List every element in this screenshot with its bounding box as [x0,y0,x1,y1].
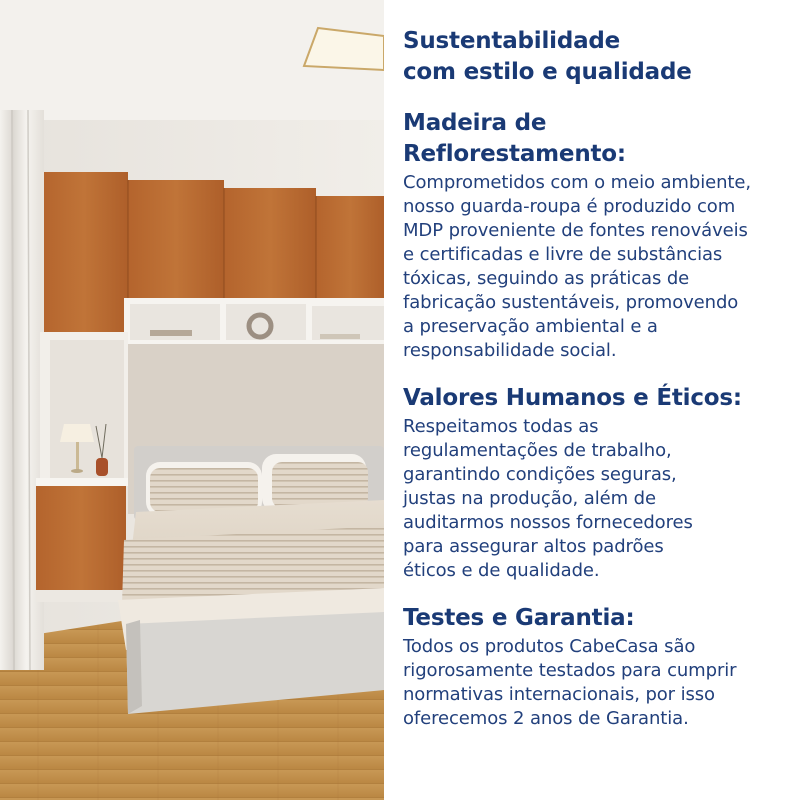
text-panel [384,0,800,800]
body-line: para assegurar altos padrões [403,536,664,557]
section-tests-warranty [403,603,782,731]
bedroom-illustration [0,0,384,800]
section-body [403,415,782,583]
section-body [403,635,782,731]
body-line: éticos e de qualidade. [403,560,600,581]
section-title-line: Testes e Garantia: [403,605,635,631]
section-title [403,108,782,170]
section-human-values [403,383,782,583]
body-line: Respeitamos todas as [403,416,599,437]
body-line: oferecemos 2 anos de Garantia. [403,708,689,729]
body-line: MDP proveniente de fontes renováveis [403,220,748,241]
body-line: a preservação ambiental e a [403,316,658,337]
section-title [403,383,782,414]
section-title-line: Madeira de [403,110,547,136]
section-body [403,171,782,363]
section-title [403,603,782,634]
section-reforestation [403,108,782,363]
body-line: e certificadas e livre de substâncias [403,244,723,265]
body-line: garantindo condições seguras, [403,464,677,485]
body-line: justas na produção, além de [403,488,656,509]
body-line: Todos os produtos CabeCasa são [403,636,696,657]
body-line: regulamentações de trabalho, [403,440,672,461]
headline-line-2: com estilo e qualidade [403,59,692,85]
section-title-line: Reflorestamento: [403,141,626,167]
body-line: fabricação sustentáveis, promovendo [403,292,739,313]
body-line: tóxicas, seguindo as práticas de [403,268,690,289]
body-line: normativas internacionais, por isso [403,684,715,705]
body-line: responsabilidade social. [403,340,617,361]
body-line: rigorosamente testados para cumprir [403,660,737,681]
body-line: auditarmos nossos fornecedores [403,512,693,533]
section-title-line: Valores Humanos e Éticos: [403,385,742,411]
bedroom-photo [0,0,384,800]
body-line: Comprometidos com o meio ambiente, [403,172,751,193]
headline [403,26,782,88]
body-line: nosso guarda-roupa é produzido com [403,196,736,217]
headline-line-1: Sustentabilidade [403,28,621,54]
